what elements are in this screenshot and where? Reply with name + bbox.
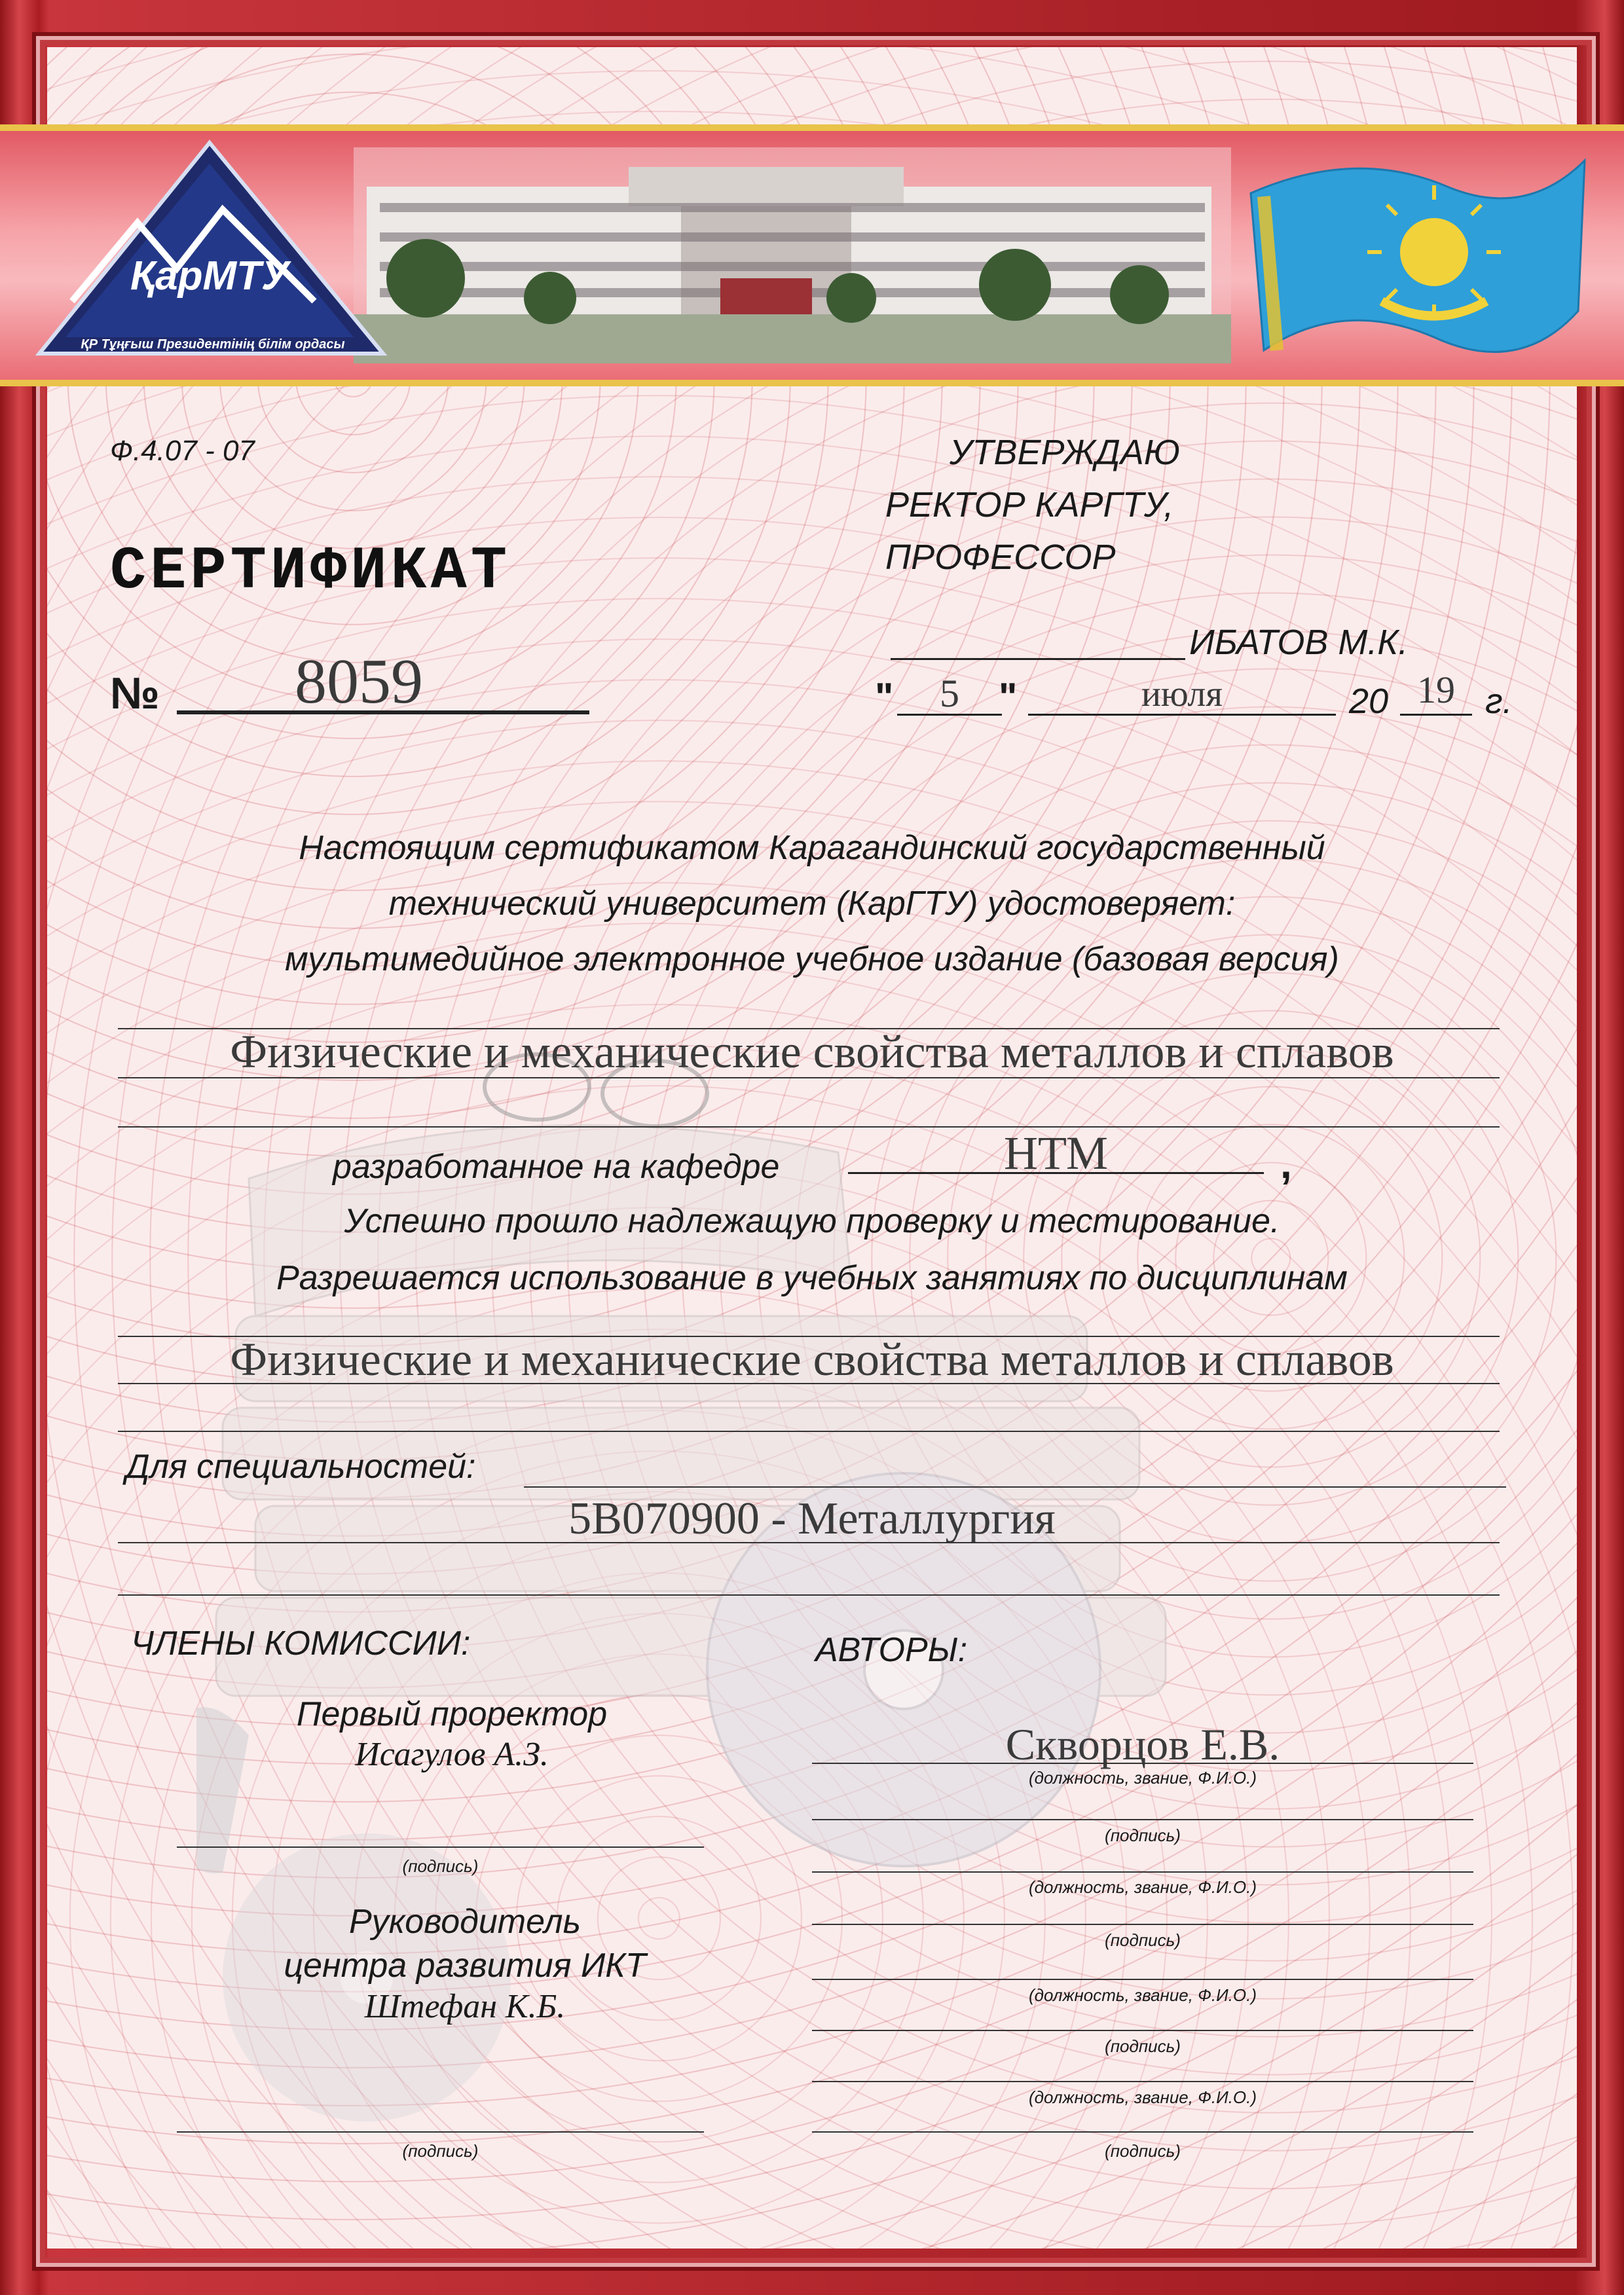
specialty-line-bottom xyxy=(118,1594,1500,1596)
member1-name: Исагулов А.З. xyxy=(355,1736,549,1773)
department-comma: , xyxy=(1280,1140,1292,1187)
author3-position-caption: (должность, звание, Ф.И.О.) xyxy=(1028,1985,1257,2005)
certificate-title: СЕРТИФИКАТ xyxy=(110,537,511,606)
form-code: Ф.4.07 - 07 xyxy=(110,435,255,467)
author1-sign-caption: (подпись) xyxy=(1105,1826,1181,1845)
author2-sign-line xyxy=(812,1924,1473,1925)
author1-sign-line xyxy=(812,1819,1473,1820)
discipline-line-bottom xyxy=(118,1431,1500,1432)
author4-sign-caption: (подпись) xyxy=(1105,2141,1181,2161)
university-building-photo xyxy=(354,147,1231,363)
logo-subtitle: ҚР Тұңғыш Президентінің білім ордасы xyxy=(81,337,345,352)
passed-text: Успешно прошло надлежащую проверку и тестирование. xyxy=(344,1202,1280,1240)
year-prefix: 20 xyxy=(1349,682,1389,721)
member2-name: Штефан К.Б. xyxy=(364,1988,566,2025)
year-line xyxy=(1400,714,1472,716)
kazakhstan-flag xyxy=(1238,134,1604,383)
intro-line-1: Настоящим сертификатом Карагандинский государственный xyxy=(299,829,1325,867)
author1-name: Скворцов Е.В. xyxy=(1005,1719,1280,1769)
member2-title-2: центра развития ИКТ xyxy=(284,1947,646,1985)
author3-position-line xyxy=(812,1979,1473,1980)
member2-sign-caption: (подпись) xyxy=(402,2141,479,2161)
department-name: НТМ xyxy=(1003,1127,1109,1179)
author1-position-line xyxy=(812,1763,1473,1764)
approval-day: 5 xyxy=(940,672,959,715)
specialty-name: 5В070900 - Металлургия xyxy=(568,1494,1056,1544)
department-label: разработанное на кафедре xyxy=(333,1148,780,1186)
author4-sign-line xyxy=(812,2131,1473,2133)
year-suffix: г. xyxy=(1485,682,1513,721)
department-line xyxy=(848,1172,1264,1174)
specialties-label: Для специальностей: xyxy=(126,1448,476,1486)
author4-position-caption: (должность, звание, Ф.И.О.) xyxy=(1028,2087,1257,2107)
number-label: № xyxy=(110,669,160,718)
author3-sign-caption: (подпись) xyxy=(1105,2036,1181,2056)
intro-line-2: технический университет (КарГТУ) удостоверяет: xyxy=(388,885,1236,923)
specialty-line-top xyxy=(524,1486,1506,1488)
member2-signature-line xyxy=(177,2131,704,2133)
edition-line-mid xyxy=(118,1077,1500,1078)
approval-month: июля xyxy=(1141,674,1223,714)
date-quote-open: " xyxy=(875,675,894,719)
discipline-name: Физические и механические свойства металлов и сплавов xyxy=(230,1333,1394,1386)
member1-signature-line xyxy=(177,1846,704,1848)
approval-rector: РЕКТОР КАРГТУ, xyxy=(885,485,1174,524)
author3-sign-line xyxy=(812,2030,1473,2031)
date-quote-close: " xyxy=(999,675,1018,719)
author1-position-caption: (должность, звание, Ф.И.О.) xyxy=(1028,1768,1257,1788)
member2-title-1: Руководитель xyxy=(349,1903,581,1941)
day-line xyxy=(897,714,1002,716)
approval-heading: УТВЕРЖДАЮ xyxy=(950,433,1180,472)
month-line xyxy=(1028,714,1336,716)
commission-heading: ЧЛЕНЫ КОМИССИИ: xyxy=(131,1625,471,1662)
allowed-text: Разрешается использование в учебных занятиях по дисциплинам xyxy=(276,1259,1348,1297)
author2-position-line xyxy=(812,1871,1473,1873)
intro-line-3: мультимедийное электронное учебное издание (базовая версия) xyxy=(285,940,1339,978)
karmtu-logo xyxy=(26,138,393,380)
discipline-line-mid xyxy=(118,1383,1500,1384)
author2-position-caption: (должность, звание, Ф.И.О.) xyxy=(1028,1877,1257,1897)
certificate-number: 8059 xyxy=(295,646,423,717)
author2-sign-caption: (подпись) xyxy=(1105,1930,1181,1950)
member1-title: Первый проректор xyxy=(296,1695,608,1733)
specialty-line-mid xyxy=(118,1542,1500,1543)
authors-heading: АВТОРЫ: xyxy=(815,1631,968,1669)
author4-position-line xyxy=(812,2081,1473,2082)
approval-professor: ПРОФЕССОР xyxy=(885,538,1116,577)
edition-line-bottom xyxy=(118,1126,1500,1128)
member1-sign-caption: (подпись) xyxy=(402,1856,479,1876)
rector-signature-line xyxy=(891,658,1185,660)
approval-year: 19 xyxy=(1417,669,1455,711)
logo-wordmark: ҚарМТУ xyxy=(130,253,289,299)
number-line xyxy=(177,710,589,714)
rector-name: ИБАТОВ М.К. xyxy=(1189,623,1409,662)
edition-title: Физические и механические свойства металлов и сплавов xyxy=(230,1025,1394,1078)
